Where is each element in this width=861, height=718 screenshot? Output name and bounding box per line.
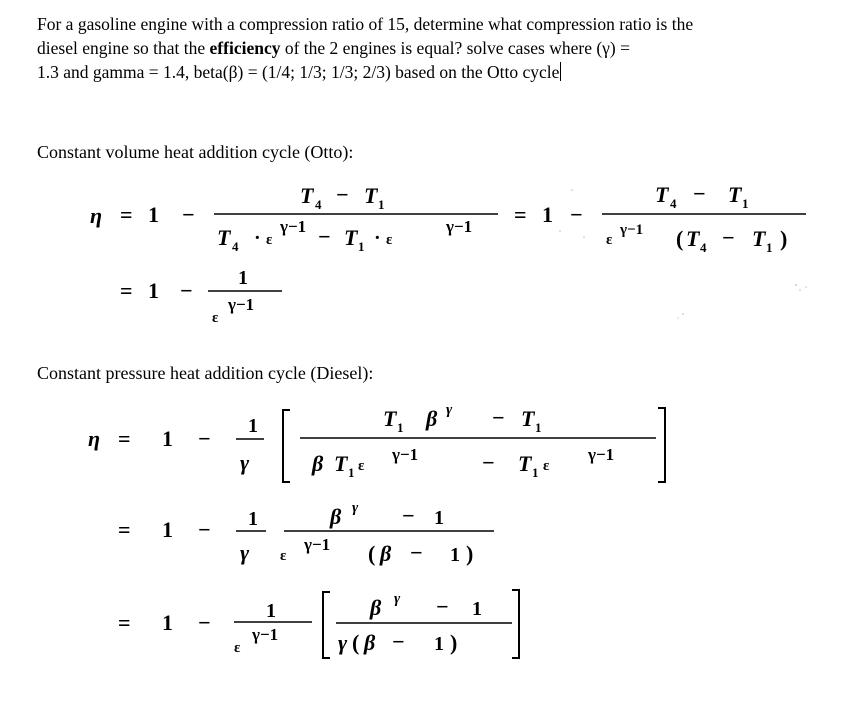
subscript-1: 1: [397, 420, 404, 435]
right-bracket: [658, 408, 665, 482]
minus-sign: −: [180, 278, 193, 303]
one: 1: [542, 202, 553, 227]
left-paren: (: [352, 630, 360, 655]
minus-sign: −: [570, 202, 583, 227]
one: 1: [162, 610, 173, 635]
problem-line-1: For a gasoline engine with a compression ratio of 15, determine what compression ratio is the: [37, 14, 694, 34]
gamma-exponent: γ: [394, 591, 401, 607]
T1-symbol: T: [344, 225, 358, 250]
equals-sign: =: [118, 426, 131, 451]
otto-heading: Constant volume heat addition cycle (Otto):: [37, 142, 354, 162]
subscript-1: 1: [358, 239, 365, 254]
beta-symbol: β: [370, 595, 382, 620]
beta-symbol: β: [364, 630, 376, 655]
equals-sign: =: [118, 610, 131, 635]
eta-symbol: η: [88, 426, 101, 451]
epsilon-symbol: ε: [280, 548, 287, 564]
minus-sign: −: [402, 503, 415, 528]
gamma-minus-one-exponent: γ−1: [446, 217, 473, 236]
beta-symbol: β: [380, 541, 392, 566]
beta-symbol: β: [330, 504, 342, 529]
minus-sign: −: [198, 517, 211, 542]
gamma-minus-one-exponent: γ−1: [252, 625, 279, 644]
gamma-exponent: γ: [446, 402, 453, 418]
equals-sign: =: [514, 202, 527, 227]
minus-sign: −: [336, 182, 349, 207]
minus-sign: −: [482, 450, 495, 475]
otto-equation-2: [120, 267, 282, 326]
gamma-minus-one-exponent: γ−1: [304, 535, 331, 554]
epsilon-symbol: ε: [386, 232, 393, 248]
gamma-exponent: γ: [352, 500, 359, 516]
beta-symbol: β: [426, 406, 438, 431]
gamma-minus-one-exponent: γ−1: [588, 445, 615, 464]
subscript-1: 1: [766, 240, 773, 255]
epsilon-symbol: ε: [543, 458, 550, 474]
minus-sign: −: [182, 202, 195, 227]
problem-line-2-start: diesel engine so that the: [37, 38, 210, 58]
otto-equation-1: [90, 181, 806, 255]
minus-sign: −: [436, 594, 449, 619]
subscript-1: 1: [535, 420, 542, 435]
subscript-1: 1: [532, 465, 539, 480]
minus-sign: −: [318, 224, 331, 249]
minus-sign: −: [722, 225, 735, 250]
one: 1: [238, 267, 248, 289]
problem-line-2-end: of the 2 engines is equal? solve cases where (γ) =: [280, 38, 630, 58]
minus-sign: −: [492, 405, 505, 430]
dot-operator: ·: [374, 227, 381, 249]
one: 1: [162, 426, 173, 451]
epsilon-symbol: ε: [358, 458, 365, 474]
dot-operator: ·: [254, 227, 261, 249]
epsilon-symbol: ε: [234, 640, 241, 656]
T1-symbol: T: [752, 226, 766, 251]
diesel-equation-2: [118, 500, 494, 566]
T4-symbol: T: [300, 183, 314, 208]
one: 1: [248, 415, 258, 437]
gamma-minus-one-exponent: γ−1: [392, 445, 419, 464]
one: 1: [434, 633, 444, 655]
one: 1: [450, 544, 460, 566]
one: 1: [434, 507, 444, 529]
gamma-symbol: γ: [338, 630, 348, 655]
left-bracket: [323, 592, 330, 658]
left-paren: (: [368, 541, 376, 566]
epsilon-symbol: ε: [606, 232, 613, 248]
gamma-minus-one-exponent: γ−1: [280, 217, 307, 236]
T4-symbol: T: [686, 226, 700, 251]
T1-symbol: T: [334, 451, 348, 476]
gamma-symbol: γ: [240, 540, 250, 565]
T1-symbol: T: [518, 451, 532, 476]
gamma-minus-one-exponent: γ−1: [228, 295, 255, 314]
T4-symbol: T: [217, 225, 231, 250]
subscript-4: 4: [315, 197, 322, 212]
subscript-4: 4: [670, 196, 677, 211]
right-paren: ): [450, 630, 458, 655]
equals-sign: =: [120, 202, 133, 227]
T1-symbol: T: [364, 183, 378, 208]
left-paren: (: [676, 226, 684, 251]
one: 1: [148, 278, 159, 303]
diesel-equation-3: [118, 590, 519, 658]
subscript-4: 4: [232, 239, 239, 254]
one: 1: [148, 202, 159, 227]
one: 1: [472, 598, 482, 620]
one: 1: [248, 508, 258, 530]
minus-sign: −: [410, 540, 423, 565]
minus-sign: −: [198, 610, 211, 635]
eta-symbol: η: [90, 203, 103, 228]
minus-sign: −: [392, 629, 405, 654]
gamma-symbol: γ: [240, 450, 250, 475]
gamma-minus-one-exponent: γ−1: [620, 222, 644, 238]
one: 1: [162, 517, 173, 542]
epsilon-symbol: ε: [212, 310, 219, 326]
minus-sign: −: [693, 181, 706, 206]
problem-keyword-efficiency: efficiency: [209, 38, 281, 58]
right-bracket: [512, 590, 519, 658]
T1-symbol: T: [728, 182, 742, 207]
subscript-1: 1: [348, 465, 355, 480]
epsilon-symbol: ε: [266, 232, 273, 248]
right-paren: ): [780, 226, 788, 251]
left-bracket: [283, 410, 290, 482]
equals-sign: =: [118, 517, 131, 542]
diesel-equation-1: [88, 402, 665, 482]
equals-sign: =: [120, 278, 133, 303]
beta-symbol: β: [312, 451, 324, 476]
T1-symbol: T: [521, 406, 535, 431]
subscript-1: 1: [742, 196, 749, 211]
subscript-4: 4: [700, 240, 707, 255]
subscript-1: 1: [378, 197, 385, 212]
T1-symbol: T: [383, 406, 397, 431]
problem-line-3-text: 1.3 and gamma = 1.4, beta(β) = (1/4; 1/3; 1/3; 2/3) based on the Otto cycle: [37, 62, 560, 82]
T4-symbol: T: [655, 182, 669, 207]
right-paren: ): [466, 541, 474, 566]
one: 1: [266, 600, 276, 622]
minus-sign: −: [198, 426, 211, 451]
diesel-heading: Constant pressure heat addition cycle (Diesel):: [37, 363, 374, 383]
